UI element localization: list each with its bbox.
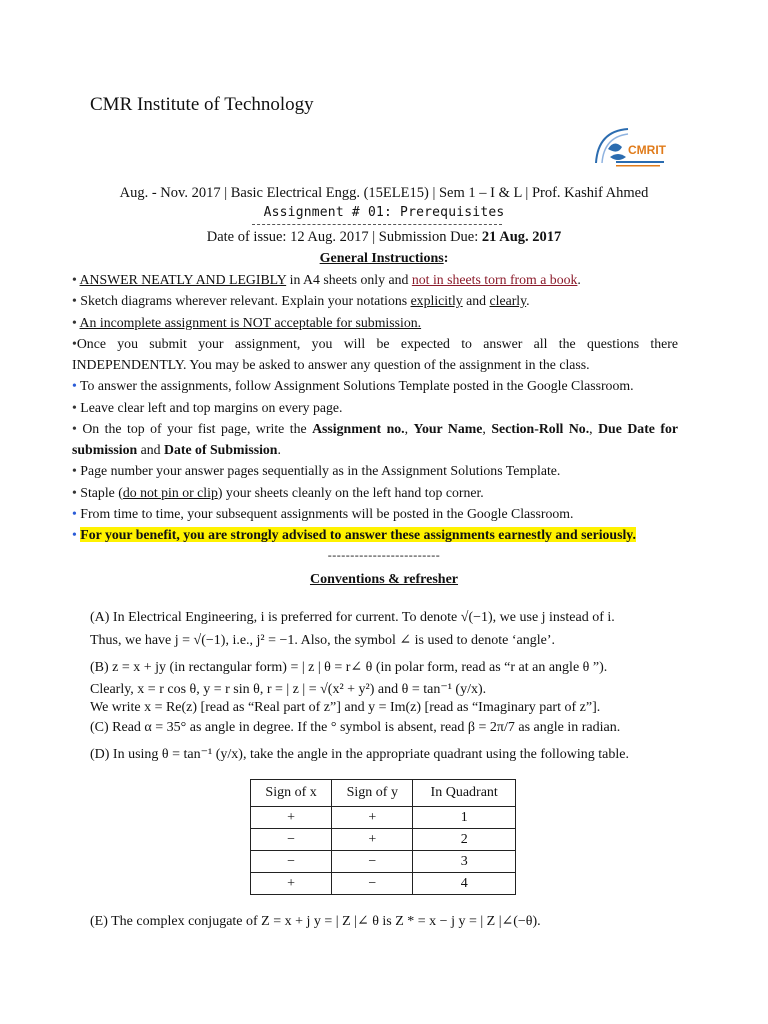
instruction-1: • ANSWER NEATLY AND LEGIBLY in A4 sheets only and not in sheets torn from a book.	[72, 272, 581, 287]
convention-B-line3: We write x = Re(z) [read as “Real part of z”] and y = Im(z) [read as “Imaginary part of z”].	[90, 700, 601, 715]
instruction-4b: INDEPENDENTLY. You may be asked to answer any question of the assignment in the class.	[72, 357, 590, 372]
table-header-row	[251, 780, 516, 807]
convention-A-line1: (A) In Electrical Engineering, i is preferred for current. To denote √(−1), we use j instead of i.	[90, 610, 615, 625]
table-row	[251, 873, 516, 895]
cmrit-logo	[588, 123, 670, 179]
table-row	[251, 807, 516, 829]
convention-C: (C) Read α = 35° as angle in degree. If the ° symbol is absent, read β = 2π/7 as angle in radian.	[90, 720, 621, 735]
table-cell: 1	[413, 807, 516, 829]
highlighted-advice: For your benefit, you are strongly advised to answer these assignments earnestly and seriously.	[80, 527, 636, 542]
table-row	[251, 851, 516, 873]
course-line: Aug. - Nov. 2017 | Basic Electrical Engg. (15ELE15) | Sem 1 – I & L | Prof. Kashif Ahmed	[119, 185, 649, 201]
due-date: 21 Aug. 2017	[481, 229, 562, 245]
convention-B-line2: Clearly, x = r cos θ, y = r sin θ, r = | z | = √(x² + y²) and θ = tan⁻¹ (y/x).	[90, 682, 487, 697]
quadrant-table	[250, 779, 516, 895]
table-cell: −	[332, 873, 413, 895]
instruction-6: • Leave clear left and top margins on every page.	[72, 400, 343, 415]
table-cell: +	[332, 807, 413, 829]
convention-E: (E) The complex conjugate of Z = x + j y = | Z |∠ θ is Z * = x − j y = | Z |∠(−θ).	[90, 914, 541, 929]
table-cell: 2	[413, 829, 516, 851]
conventions-title: Conventions & refresher	[309, 572, 459, 587]
separator: -------------------------	[327, 548, 441, 562]
table-cell: −	[251, 829, 332, 851]
logo-text: CMRIT	[628, 143, 666, 157]
convention-D: (D) In using θ = tan⁻¹ (y/x), take the angle in the appropriate quadrant using the following table.	[90, 747, 629, 762]
table-cell: +	[332, 829, 413, 851]
general-instructions-title: General Instructions:	[319, 251, 449, 266]
header-quadrant: In Quadrant	[413, 780, 516, 807]
institute-name: CMR Institute of Technology	[90, 94, 314, 115]
table-row	[251, 829, 516, 851]
header-sign-y: Sign of y	[332, 780, 413, 807]
instruction-2: • Sketch diagrams wherever relevant. Explain your notations explicitly and clearly.	[72, 293, 530, 308]
convention-A-line2: Thus, we have j = √(−1), i.e., j² = −1. Also, the symbol ∠ is used to denote ‘angle’.	[90, 633, 556, 648]
instruction-5: • To answer the assignments, follow Assignment Solutions Template posted in the Google Classroom.	[72, 378, 634, 393]
instruction-8: • Page number your answer pages sequentially as in the Assignment Solutions Template.	[72, 463, 561, 478]
title-rule	[252, 224, 502, 225]
table-cell: 4	[413, 873, 516, 895]
table-cell: −	[251, 851, 332, 873]
bullet: •	[72, 272, 77, 287]
instruction-11: • For your benefit, you are strongly advised to answer these assignments earnestly and seriously.	[72, 527, 636, 542]
instruction-4a: •Once you submit your assignment, you will be expected to answer all the questions there	[72, 336, 678, 351]
instruction-7a: • On the top of your fist page, write the Assignment no., Your Name, Section-Roll No., Due Date for	[72, 421, 679, 436]
convention-B-line1: (B) z = x + jy (in rectangular form) = | z | θ = r∠ θ (in polar form, read as “r at an angle θ ”).	[90, 660, 608, 675]
table-cell: +	[251, 807, 332, 829]
header-sign-x: Sign of x	[251, 780, 332, 807]
instruction-7b: submission and Date of Submission.	[72, 442, 281, 457]
instruction-3: • An incomplete assignment is NOT acceptable for submission.	[72, 315, 422, 330]
date-issue: Date of issue: 12 Aug. 2017 | Submission Due:	[206, 229, 482, 245]
assignment-title: Assignment # 01: Prerequisites	[263, 205, 505, 220]
instruction-9: • Staple (do not pin or clip) your sheets cleanly on the left hand top corner.	[72, 485, 484, 500]
table-cell: −	[332, 851, 413, 873]
instruction-10: • From time to time, your subsequent assignments will be posted in the Google Classroom.	[72, 506, 574, 521]
date-line	[0, 229, 768, 246]
table-cell: +	[251, 873, 332, 895]
table-cell: 3	[413, 851, 516, 873]
